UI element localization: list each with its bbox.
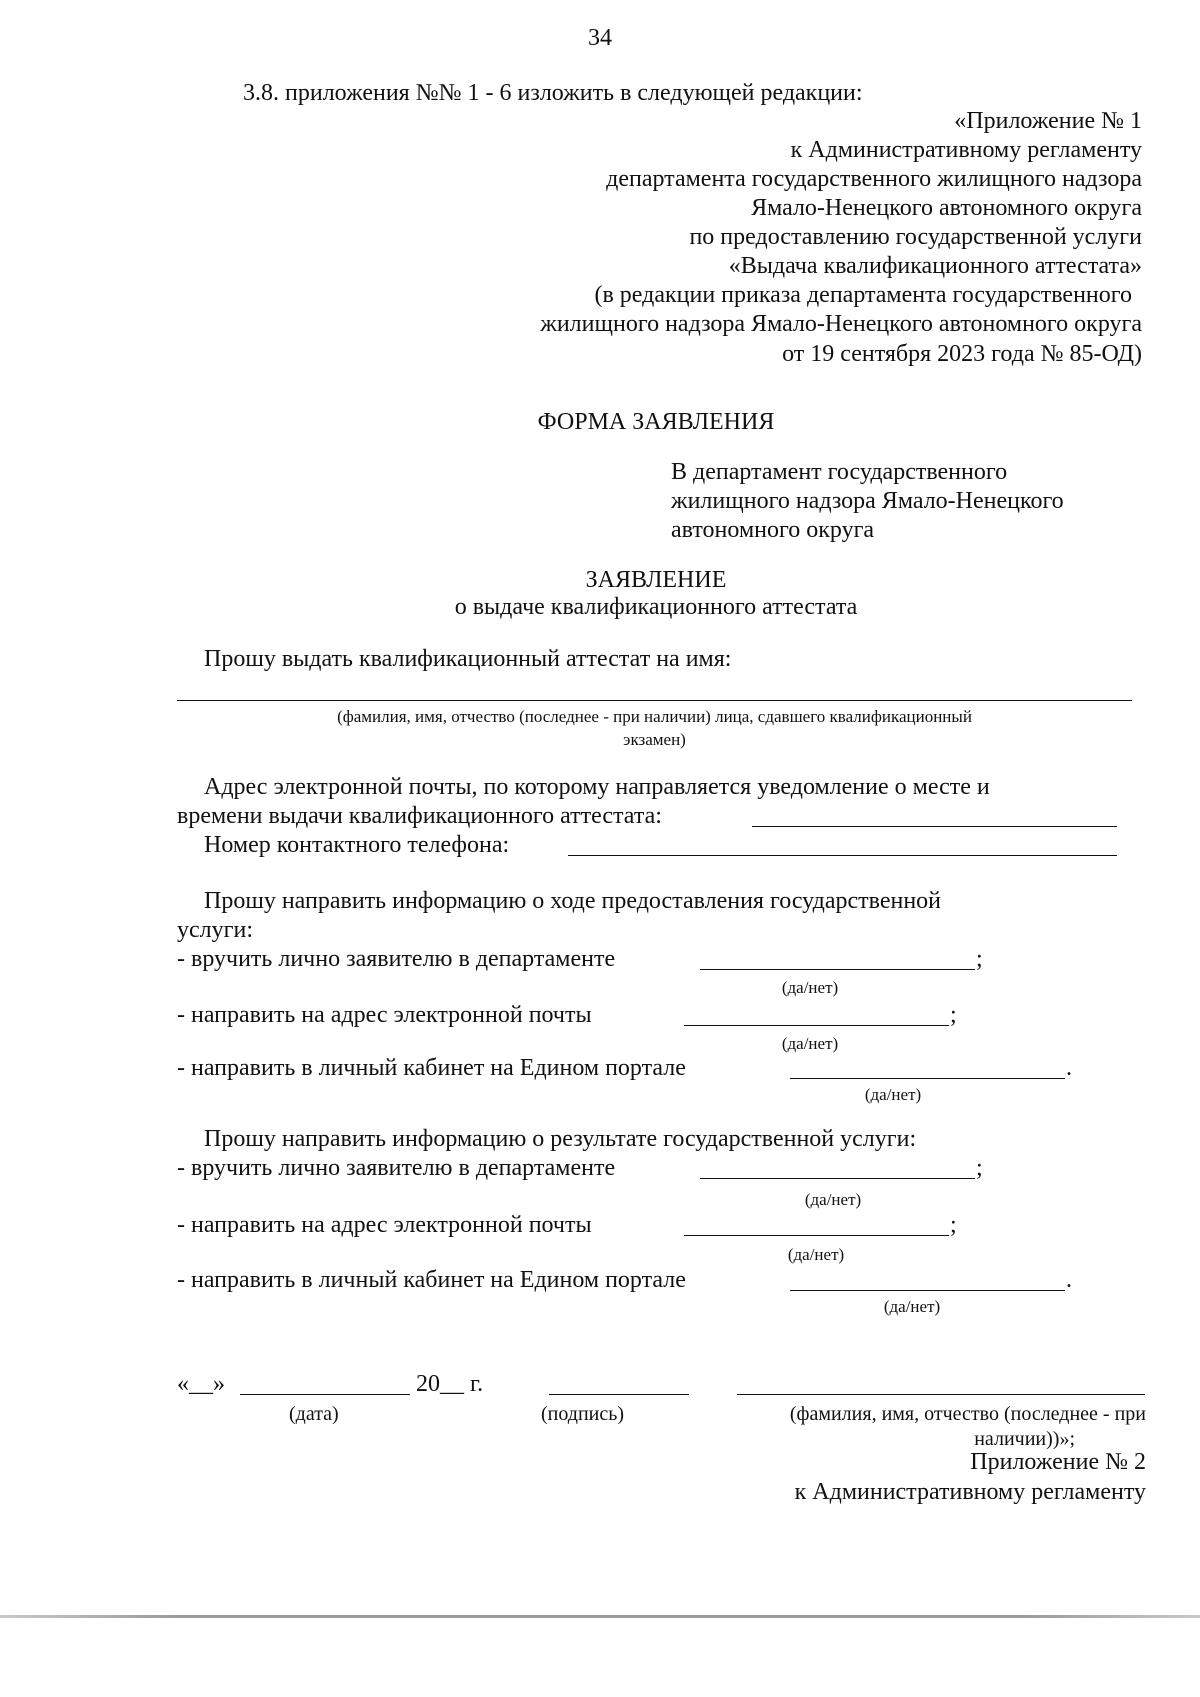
progress-option-personal: - вручить лично заявителю в департаменте (177, 946, 616, 972)
header-line: Ямало-Ненецкого автономного округа (751, 195, 1142, 221)
name-field-caption: экзамен) (623, 730, 686, 749)
email-text: Адрес электронной почты, по которому направляется уведомление о месте и (204, 774, 990, 800)
header-line: жилищного надзора Ямало-Ненецкого автономного округа (540, 311, 1142, 337)
semicolon: ; (950, 1212, 957, 1238)
semicolon: ; (976, 946, 983, 972)
email-text: времени выдачи квалификационного аттестата: (177, 803, 662, 829)
date-month-field-line[interactable] (240, 1394, 410, 1395)
progress-portal-field-line[interactable] (790, 1078, 1065, 1079)
addressee-line: В департамент государственного (671, 459, 1008, 485)
header-line: к Административному регламенту (790, 137, 1142, 163)
semicolon: ; (950, 1002, 957, 1028)
date-year-field[interactable]: 20__ г. (416, 1371, 484, 1397)
progress-intro: Прошу направить информацию о ходе предоставления государственной (204, 888, 942, 914)
progress-option-portal: - направить в личный кабинет на Едином портале (177, 1055, 686, 1081)
result-option-personal: - вручить лично заявителю в департаменте (177, 1155, 616, 1181)
progress-email-field-line[interactable] (684, 1025, 949, 1026)
yes-no-caption: (да/нет) (864, 1085, 922, 1104)
yes-no-caption: (да/нет) (781, 978, 839, 997)
result-personal-field-line[interactable] (700, 1178, 975, 1179)
next-appendix-title: Приложение № 2 (970, 1449, 1146, 1475)
next-appendix-subtitle: к Административному регламенту (794, 1479, 1146, 1505)
header-line: (в редакции приказа департамента государственного (594, 282, 1132, 308)
document-subtitle: о выдаче квалификационного аттестата (454, 594, 858, 620)
yes-no-caption: (да/нет) (781, 1034, 839, 1053)
fio-caption: (фамилия, имя, отчество (последнее - при (789, 1403, 1146, 1425)
yes-no-caption: (да/нет) (883, 1297, 941, 1316)
form-title: ФОРМА ЗАЯВЛЕНИЯ (537, 409, 775, 435)
document-title: ЗАЯВЛЕНИЕ (585, 567, 727, 593)
addressee-line: автономного округа (671, 517, 875, 543)
header-line: «Приложение № 1 (954, 108, 1142, 134)
result-intro: Прошу направить информацию о результате государственной услуги: (204, 1126, 917, 1152)
date-caption: (дата) (289, 1403, 339, 1425)
result-portal-field-line[interactable] (790, 1290, 1065, 1291)
period: . (1066, 1055, 1072, 1081)
fio-caption: наличии))»; (974, 1428, 1075, 1450)
signature-field-line[interactable] (549, 1394, 689, 1395)
fio-field-line[interactable] (737, 1394, 1145, 1395)
name-field-caption: (фамилия, имя, отчество (последнее - при наличии) лица, сдавшего квалификационный (337, 707, 972, 726)
result-option-email: - направить на адрес электронной почты (177, 1212, 592, 1238)
page-divider (0, 1615, 1200, 1618)
result-option-portal: - направить в личный кабинет на Едином портале (177, 1267, 686, 1293)
progress-option-email: - направить на адрес электронной почты (177, 1002, 592, 1028)
name-field-line[interactable] (177, 700, 1132, 701)
result-email-field-line[interactable] (684, 1235, 949, 1236)
yes-no-caption: (да/нет) (804, 1190, 862, 1209)
signature-caption: (подпись) (541, 1403, 625, 1425)
phone-label: Номер контактного телефона: (204, 832, 510, 858)
semicolon: ; (976, 1155, 983, 1181)
request-line: Прошу выдать квалификационный аттестат на имя: (204, 646, 732, 672)
header-line: «Выдача квалификационного аттестата» (728, 253, 1142, 279)
progress-personal-field-line[interactable] (700, 969, 975, 970)
page-number: 34 (588, 25, 612, 51)
date-day-field[interactable]: «__» (177, 1371, 225, 1397)
header-line: по предоставлению государственной услуги (689, 224, 1142, 250)
phone-field-line[interactable] (568, 855, 1117, 856)
header-line: от 19 сентября 2023 года № 85-ОД) (782, 341, 1142, 367)
addressee-line: жилищного надзора Ямало-Ненецкого (671, 488, 1064, 514)
yes-no-caption: (да/нет) (787, 1245, 845, 1264)
progress-intro: услуги: (177, 917, 253, 943)
header-line: департамента государственного жилищного надзора (606, 166, 1142, 192)
period: . (1066, 1267, 1072, 1293)
amendment-intro: 3.8. приложения №№ 1 - 6 изложить в следующей редакции: (243, 80, 863, 106)
email-field-line[interactable] (752, 826, 1117, 827)
